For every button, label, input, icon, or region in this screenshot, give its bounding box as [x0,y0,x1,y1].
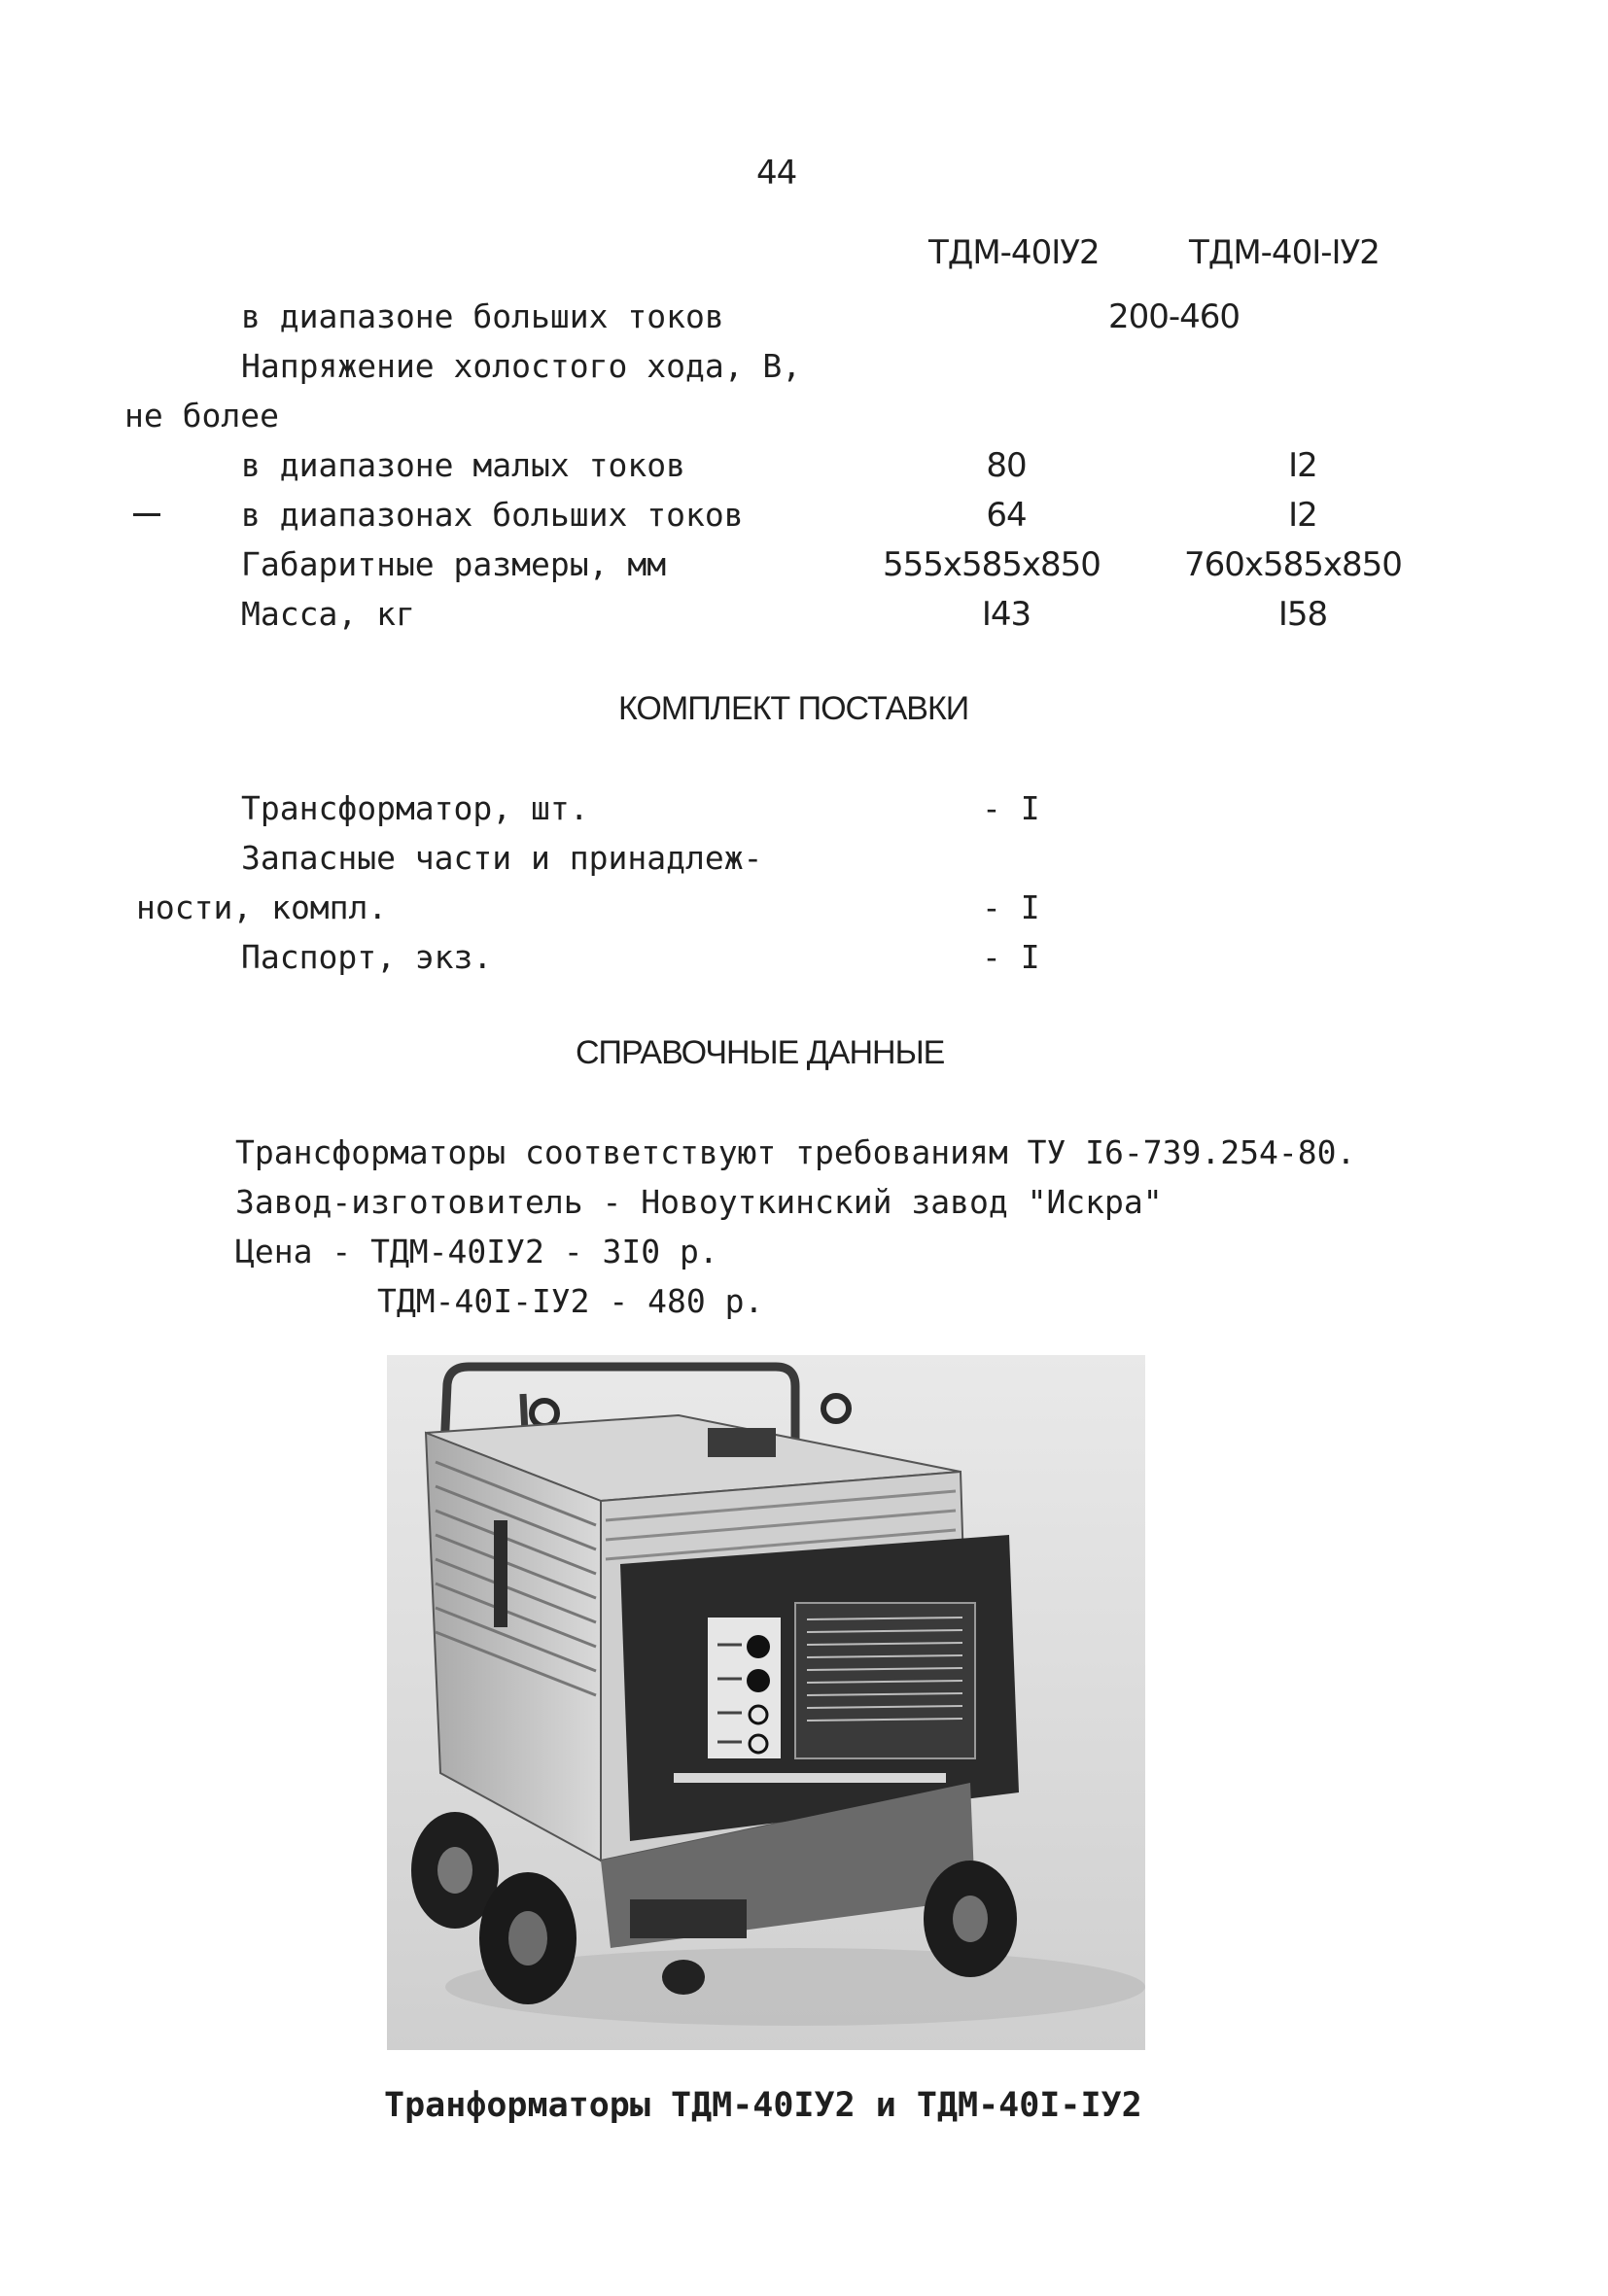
reference-line: Трансформаторы соответствуют требованиям ТУ I6-739.254-80. [235,1133,1356,1171]
spec-row-value-1: 555х585х850 [883,545,1101,584]
column-header-model-1: ТДМ-40IУ2 [928,233,1100,272]
section-heading-reference: СПРАВОЧНЫЕ ДАННЫЕ [576,1034,945,1071]
reference-line: Завод-изготовитель - Новоуткинский завод "Искра" [235,1183,1163,1221]
spec-row-label: Напряжение холостого хода, В, [241,347,802,385]
reference-line: Цена - ТДМ-40IУ2 - 3I0 р. [235,1233,718,1270]
spec-row-label-continuation: не более [124,397,279,435]
spec-row-label: Габаритные размеры, мм [241,545,667,583]
column-header-model-2: ТДМ-40I-IУ2 [1189,233,1380,272]
spec-row-label: в диапазоне малых токов [241,446,685,484]
section-heading-delivery: КОМПЛЕКТ ПОСТАВКИ [618,690,969,727]
delivery-item-label: Трансформатор, шт. [241,789,589,827]
transformer-illustration [387,1355,1145,2050]
spec-row-label: Масса, кг [241,595,415,633]
spec-row-value-2: 760х585х850 [1184,545,1402,584]
spec-row-value-2: I58 [1277,595,1328,634]
spec-row-label: в диапазоне больших токов [241,297,724,335]
transformer-photo [387,1355,1145,2050]
delivery-item-qty: - I [982,888,1040,926]
delivery-item-label-continuation: ности, компл. [136,888,388,926]
reference-line: ТДМ-40I-IУ2 - 480 р. [377,1282,764,1320]
figure-caption: Транформаторы ТДМ-40IУ2 и ТДМ-40I-IУ2 [384,2086,1142,2125]
spec-row-value-1: 80 [986,446,1027,485]
spec-row-value-1: 64 [986,496,1027,535]
spec-row-value-2: I2 [1288,496,1317,535]
delivery-item-label: Паспорт, экз. [241,938,493,976]
delivery-item-qty: - I [982,789,1040,827]
spec-row-value-1: I43 [981,595,1031,634]
page-number: 44 [756,154,797,192]
spec-row-value-2: I2 [1288,446,1317,485]
delivery-item-qty: - I [982,938,1040,976]
spec-row-value-merged: 200-460 [1108,297,1241,336]
delivery-item-label: Запасные части и принадлеж- [241,839,763,877]
margin-dash-mark [133,513,160,516]
spec-row-label: в диапазонах больших токов [241,496,744,534]
